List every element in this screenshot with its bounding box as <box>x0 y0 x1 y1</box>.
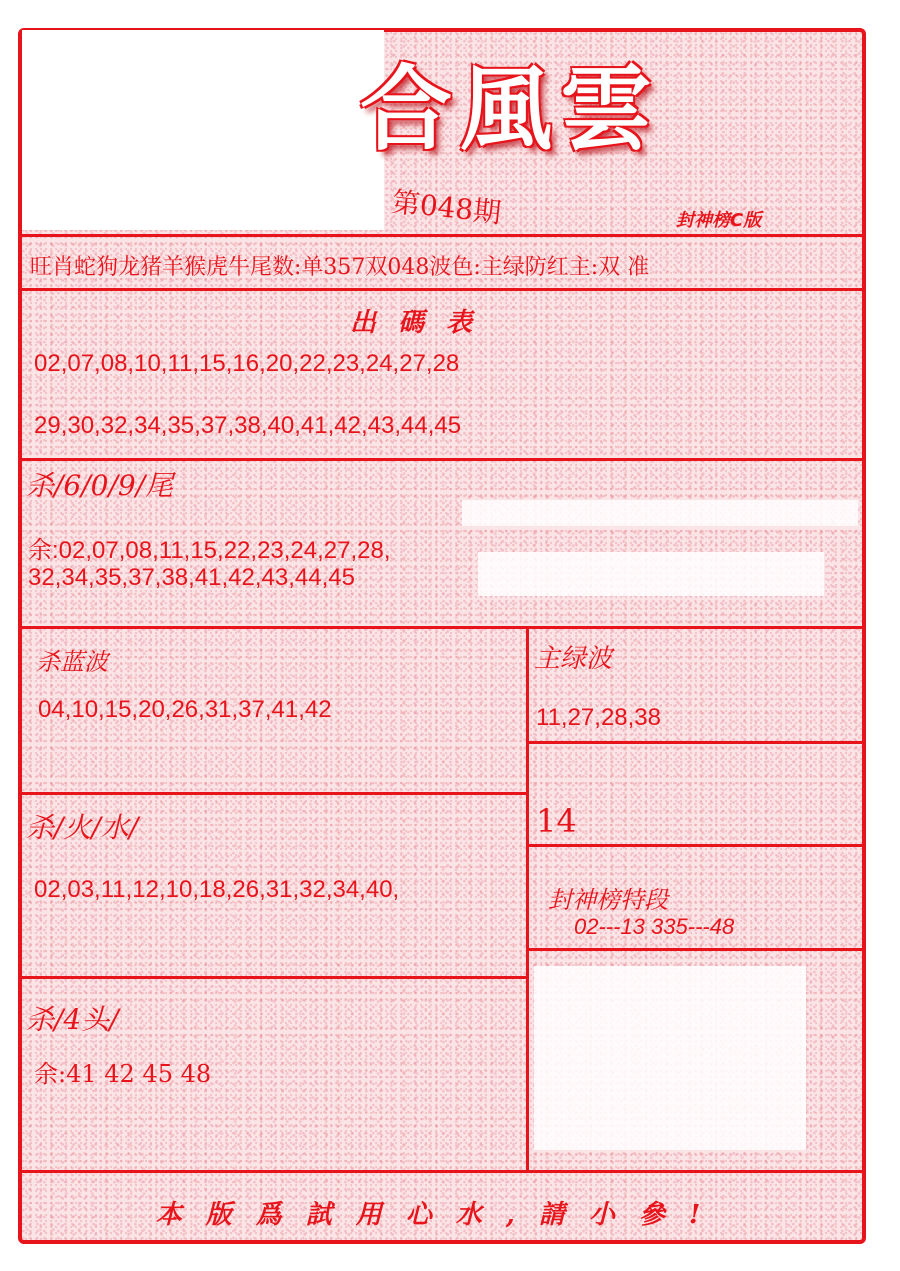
tail-line-2: 32,34,35,37,38,41,42,43,44,45 <box>28 564 355 591</box>
blue-heading: 杀蓝波 <box>36 648 108 676</box>
newspaper-title: 合風雲 <box>360 55 661 163</box>
divider-header <box>20 234 866 237</box>
divider-left-2 <box>20 976 528 979</box>
zodiac-info-line: 旺肖蛇狗龙猪羊猴虎牛尾数:单357双048波色:主绿防红主:双 准 <box>30 255 650 280</box>
blank-area-bottom-right <box>534 966 806 1150</box>
fire-water-heading: 杀/火/水/ <box>26 811 139 844</box>
green-heading: 主绿波 <box>534 644 613 674</box>
edition-label: 封神榜C版 <box>676 210 762 231</box>
divider-tail <box>20 626 866 629</box>
head-heading: 杀/4头/ <box>26 1003 119 1036</box>
special-numbers: 02---13 335---48 <box>574 914 735 939</box>
blank-area-tail-right-2 <box>478 552 824 596</box>
blue-numbers: 04,10,15,20,26,31,37,41,42 <box>38 696 332 723</box>
divider-center <box>526 626 529 1172</box>
divider-right-2 <box>527 844 866 847</box>
table-title: 出碼表 <box>350 308 495 338</box>
tail-line-1: 余:02,07,08,11,15,22,23,24,27,28, <box>28 537 391 564</box>
blank-area-top-left <box>22 30 384 230</box>
footer-note: 本版爲試用心水,請小參! <box>155 1200 725 1230</box>
head-numbers: 余:41 42 45 48 <box>34 1060 212 1088</box>
tail-heading: 杀/6/0/9/尾 <box>26 469 174 502</box>
fire-water-numbers: 02,03,11,12,10,18,26,31,32,34,40, <box>34 876 400 903</box>
table-row-2: 29,30,32,34,35,37,38,40,41,42,43,44,45 <box>34 412 462 439</box>
divider-footer <box>20 1170 866 1173</box>
issue-number: 第048期 <box>390 185 503 230</box>
green-numbers: 11,27,28,38 <box>536 704 662 731</box>
divider-right-1 <box>527 741 866 744</box>
table-row-1: 02,07,08,10,11,15,16,20,22,23,24,27,28 <box>34 350 460 377</box>
single-number: 14 <box>536 802 577 840</box>
divider-right-3 <box>527 948 866 951</box>
special-heading: 封神榜特段 <box>548 886 668 914</box>
divider-info <box>20 288 866 291</box>
divider-table <box>20 458 866 461</box>
divider-left-1 <box>20 792 528 795</box>
blank-area-tail-right <box>462 500 858 526</box>
